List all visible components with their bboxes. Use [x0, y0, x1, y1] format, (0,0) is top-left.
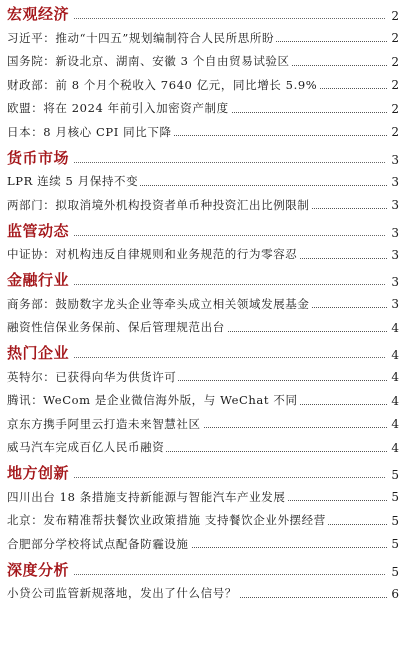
- toc-entry[interactable]: [7, 412, 399, 436]
- entry-title: 合肥部分学校将试点配备防霾设施: [7, 536, 189, 551]
- toc-entry[interactable]: [7, 170, 399, 194]
- toc-section-heading[interactable]: [7, 0, 399, 26]
- toc-entry[interactable]: [7, 50, 399, 74]
- toc-section-heading[interactable]: [7, 556, 399, 582]
- page-number: 5: [391, 513, 399, 528]
- table-of-contents: [7, 0, 399, 605]
- section-title: 货币市场: [7, 149, 73, 170]
- entry-title: 国务院：新设北京、湖南、安徽 3 个自由贸易试验区: [7, 54, 290, 69]
- section-title: 深度分析: [7, 561, 73, 582]
- entry-title: 商务部：鼓励数字龙头企业等牵头成立相关领域发展基金: [7, 296, 310, 311]
- page-number: 3: [391, 225, 399, 240]
- entry-title: 腾讯：WeCom 是企业微信海外版，与 WeChat 不同: [7, 393, 298, 408]
- toc-entry[interactable]: [7, 532, 399, 556]
- section-title: 热门企业: [7, 344, 73, 365]
- page-number: 3: [391, 174, 399, 189]
- page-number: 5: [391, 564, 399, 579]
- entry-title: 威马汽车完成百亿人民币融资: [7, 440, 165, 455]
- section-title: 监管动态: [7, 222, 73, 243]
- entry-title: 融资性信保业务保前、保后管理规范出台: [7, 320, 225, 335]
- page-number: 2: [391, 54, 399, 69]
- entry-title: LPR 连续 5 月保持不变: [7, 174, 139, 189]
- entry-title: 习近平：推动“十四五”规划编制符合人民所思所盼: [7, 30, 275, 45]
- page-number: 6: [391, 586, 399, 601]
- page-number: 4: [391, 393, 399, 408]
- entry-title: 英特尔：已获得向华为供货许可: [7, 369, 177, 384]
- toc-entry[interactable]: [7, 26, 399, 50]
- page-number: 3: [391, 275, 399, 289]
- toc-section-heading[interactable]: [7, 459, 399, 485]
- entry-title: 中证协：对机构违反自律规则和业务规范的行为零容忍: [7, 247, 298, 262]
- entry-title: 北京：发布精准帮扶餐饮业政策措施 支持餐饮企业外摆经营: [7, 513, 326, 528]
- toc-entry[interactable]: [7, 436, 399, 460]
- page-number: 4: [391, 370, 399, 384]
- page-number: 2: [391, 9, 399, 23]
- toc-entry[interactable]: [7, 509, 399, 533]
- toc-entry[interactable]: [7, 120, 399, 144]
- page-number: 4: [391, 320, 399, 335]
- page-number: 5: [391, 490, 399, 504]
- toc-entry[interactable]: [7, 97, 399, 121]
- section-title: 金融行业: [7, 271, 73, 292]
- page-number: 3: [391, 297, 399, 311]
- entry-title: 小贷公司监管新规落地，发出了什么信号？: [7, 586, 237, 601]
- page-number: 4: [391, 348, 399, 362]
- page-number: 3: [391, 152, 399, 167]
- toc-section-heading[interactable]: [7, 144, 399, 170]
- toc-entry[interactable]: [7, 292, 399, 316]
- toc-entry[interactable]: [7, 73, 399, 97]
- entry-title: 京东方携手阿里云打造未来智慧社区: [7, 416, 201, 431]
- entry-title: 两部门：拟取消境外机构投资者单币种投资汇出比例限制: [7, 197, 310, 212]
- toc-section-heading[interactable]: [7, 266, 399, 292]
- toc-entry[interactable]: [7, 193, 399, 217]
- page-number: 2: [391, 125, 399, 139]
- toc-section-heading[interactable]: [7, 217, 399, 243]
- page-number: 3: [391, 198, 399, 212]
- toc-entry[interactable]: [7, 582, 399, 606]
- entry-title: 四川出台 18 条措施支持新能源与智能汽车产业发展: [7, 489, 286, 504]
- toc-entry[interactable]: [7, 243, 399, 267]
- entry-title: 财政部：前 8 个月个税收入 7640 亿元，同比增长 5.9%: [7, 77, 318, 92]
- page-number: 2: [391, 78, 399, 92]
- toc-entry[interactable]: [7, 365, 399, 389]
- toc-section-heading[interactable]: [7, 339, 399, 365]
- section-title: 地方创新: [7, 464, 73, 485]
- toc-entry[interactable]: [7, 316, 399, 340]
- toc-entry[interactable]: [7, 389, 399, 413]
- page-number: 4: [391, 440, 399, 455]
- toc-entry[interactable]: [7, 485, 399, 509]
- page-number: 5: [391, 537, 399, 551]
- page-number: 4: [391, 417, 399, 431]
- page-number: 2: [391, 101, 399, 116]
- entry-title: 欧盟：将在 2024 年前引入加密资产制度: [7, 101, 229, 116]
- entry-title: 日本：8 月核心 CPI 同比下降: [7, 124, 172, 139]
- page-number: 3: [391, 247, 399, 262]
- section-title: 宏观经济: [7, 5, 73, 26]
- page-number: 5: [391, 468, 399, 482]
- page-number: 2: [391, 31, 399, 45]
